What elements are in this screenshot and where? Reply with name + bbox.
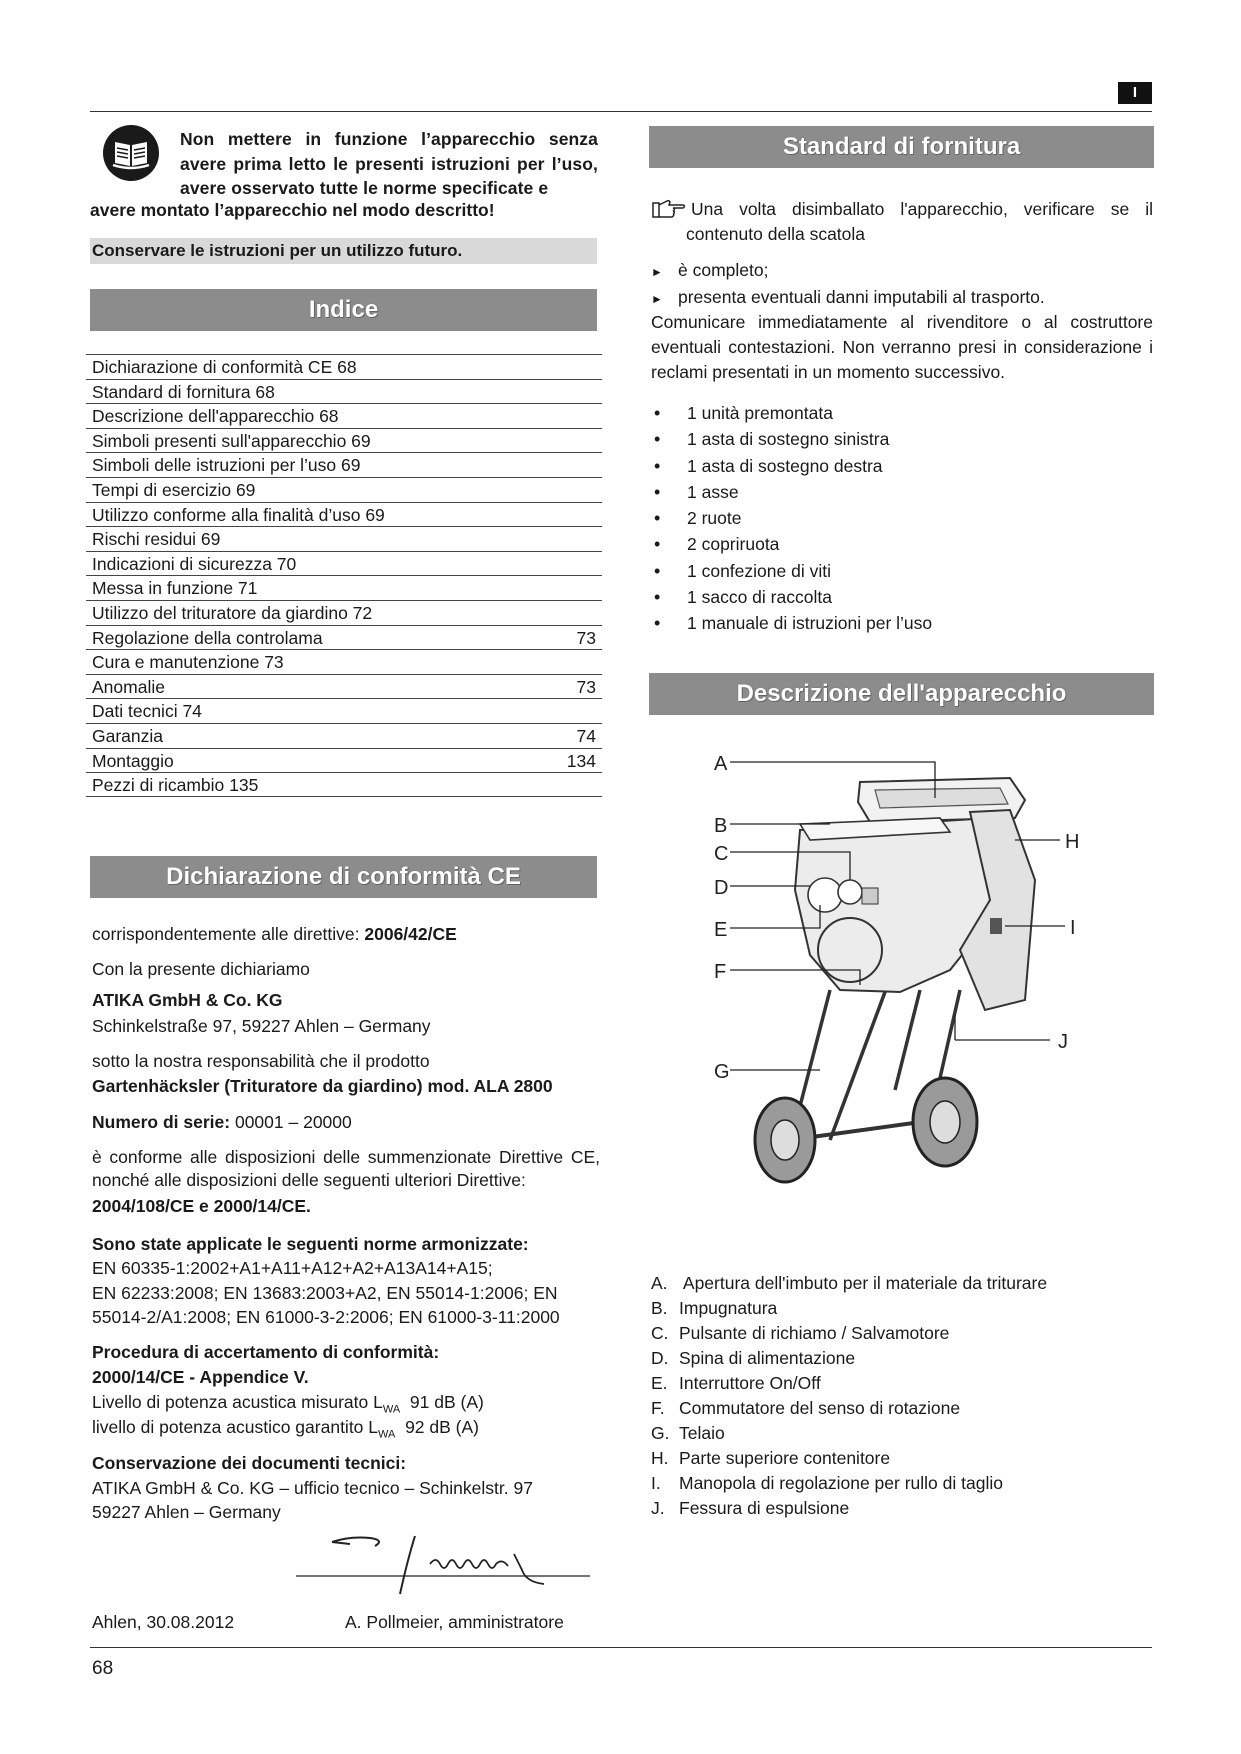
language-tab: I <box>1118 82 1152 104</box>
index-item-page <box>596 355 602 379</box>
part-letter: E. <box>651 1373 668 1393</box>
index-item-label: Utilizzo del trituratore da giardino 72 <box>92 602 373 623</box>
index-item-page <box>596 404 602 428</box>
index-item-page <box>596 478 602 502</box>
index-item-label: Pezzi di ricambio 135 <box>92 775 259 796</box>
footer-rule <box>90 1647 1152 1648</box>
directive-number: 2006/42/CE <box>364 924 457 944</box>
part-item <box>651 1371 1153 1396</box>
diagram-label-b: B <box>714 815 728 837</box>
delivery-item: • 2 ruote <box>651 505 1151 531</box>
index-item-page: 134 <box>566 750 596 771</box>
part-item <box>651 1396 1153 1421</box>
check-item-label: presenta eventuali danni imputabili al trasporto. <box>678 287 1045 307</box>
index-item-label: Simboli delle istruzioni per l’uso 69 <box>92 455 361 476</box>
read-manual-icon <box>103 125 159 181</box>
index-item <box>86 502 602 527</box>
index-item-page <box>596 527 602 551</box>
part-letter: A. <box>651 1273 668 1293</box>
index-item <box>86 600 602 625</box>
part-letter: D. <box>651 1348 669 1368</box>
delivery-item: • 1 asta di sostegno destra <box>651 453 1151 479</box>
noise-measured-value: 91 dB (A) <box>409 1392 484 1412</box>
procedure-title: Procedura di accertamento di conformità: <box>92 1342 440 1362</box>
noise-guaranteed-label: livello di potenza acustico garantito L <box>92 1417 379 1437</box>
index-item-page: 74 <box>576 725 596 746</box>
place-date: Ahlen, 30.08.2012 <box>92 1612 235 1632</box>
part-letter: C. <box>651 1323 669 1343</box>
index-item-page <box>596 429 602 453</box>
pointing-hand-icon <box>651 197 687 221</box>
serial-value: 00001 – 20000 <box>234 1112 352 1132</box>
index-item-label: Standard di fornitura 68 <box>92 381 275 402</box>
index-title: Indice <box>90 289 597 331</box>
index-item <box>86 379 602 404</box>
part-item <box>651 1471 1153 1496</box>
index-item <box>86 649 602 674</box>
diagram-label-i: I <box>1070 917 1076 939</box>
delivery-item: • 1 sacco di raccolta <box>651 584 1151 610</box>
part-text: Telaio <box>679 1423 725 1443</box>
index-item-label: Descrizione dell'apparecchio 68 <box>92 406 339 427</box>
declaration-title: Dichiarazione di conformità CE <box>90 856 597 898</box>
part-item <box>651 1296 1153 1321</box>
part-letter: J. <box>651 1498 665 1518</box>
index-item-page <box>596 650 602 674</box>
index-item-page: 73 <box>576 676 596 697</box>
signatory: A. Pollmeier, amministratore <box>345 1612 564 1632</box>
index-item-page <box>596 576 602 600</box>
index-item <box>86 698 602 723</box>
part-letter: F. <box>651 1398 665 1418</box>
index-item-page <box>596 773 602 796</box>
arrow-bullet-icon: ► <box>651 265 663 279</box>
index-item <box>86 674 602 699</box>
part-text: Fessura di espulsione <box>679 1498 850 1518</box>
product-name: Gartenhäcksler (Trituratore da giardino) mod. ALA 2800 <box>92 1076 553 1096</box>
docs-title: Conservazione dei documenti tecnici: <box>92 1453 407 1473</box>
parts-list <box>651 1271 1153 1521</box>
index-item-label: Anomalie <box>92 676 165 697</box>
index-item <box>86 428 602 453</box>
responsibility-text: sotto la nostra responsabilità che il prodotto <box>92 1051 430 1071</box>
description-title: Descrizione dell'apparecchio <box>649 673 1154 715</box>
noise-guaranteed-subscript: WA <box>378 1428 396 1441</box>
noise-guaranteed <box>92 1415 600 1447</box>
part-text: Manopola di regolazione per rullo di taglio <box>679 1473 1003 1493</box>
norms-line-2: EN 62233:2008; EN 13683:2003+A2, EN 55014-1:2006; EN 55014-2/A1:2008; EN 61000-3-2:2006; EN 61000-3-11:2000 <box>92 1283 560 1327</box>
index-item-page: 73 <box>576 627 596 648</box>
delivery-notice: Comunicare immediatamente al rivenditore o al costruttore eventuali contestazioni. Non verranno presi in considerazione i reclami presentati in un momento successivo. <box>651 312 1153 382</box>
signature <box>290 1528 600 1604</box>
norms-line-1: EN 60335-1:2002+A1+A11+A12+A2+A13A14+A15; <box>92 1258 493 1278</box>
part-letter: B. <box>651 1298 668 1318</box>
index-item <box>86 354 602 379</box>
index-item <box>86 452 602 477</box>
index-item-page <box>596 503 602 527</box>
index-item <box>86 403 602 428</box>
part-item <box>651 1346 1153 1371</box>
index-item <box>86 748 602 773</box>
further-directives: 2004/108/CE e 2000/14/CE. <box>92 1196 311 1216</box>
check-item-label: è completo; <box>678 260 769 280</box>
noise-guaranteed-value: 92 dB (A) <box>405 1417 479 1437</box>
noise-measured-subscript: WA <box>382 1403 401 1416</box>
part-text: Interruttore On/Off <box>679 1373 821 1393</box>
index-item <box>86 625 602 650</box>
check-text-1: Una volta disimballato l'apparecchio, verificare se il <box>691 199 1153 219</box>
conformity-text: è conforme alle disposizioni delle summenzionate Direttive CE, nonché alle disposizioni delle seguenti ulteriori Direttive: <box>92 1147 600 1190</box>
header-rule <box>90 111 1152 112</box>
check-item-complete <box>651 258 768 284</box>
index-item-label: Garanzia <box>92 725 164 746</box>
check-text-2: contenuto della scatola <box>686 224 866 244</box>
index-item <box>86 477 602 502</box>
part-text: Spina di alimentazione <box>679 1348 856 1368</box>
index-item <box>86 551 602 576</box>
part-item <box>651 1496 1153 1521</box>
diagram-label-f: F <box>714 961 727 983</box>
diagram-label-j: J <box>1058 1031 1068 1053</box>
diagram-label-g: G <box>714 1061 730 1083</box>
page-number: 68 <box>92 1658 114 1679</box>
directive-prefix: corrispondentemente alle direttive: <box>92 924 365 944</box>
delivery-item: • 2 copriruota <box>651 531 1151 557</box>
device-diagram <box>700 740 1100 1230</box>
delivery-item: • 1 asse <box>651 479 1151 505</box>
diagram-label-d: D <box>714 877 729 899</box>
index-item-label: Indicazioni di sicurezza 70 <box>92 553 297 574</box>
declaration-intro: Con la presente dichiariamo <box>92 959 310 979</box>
part-text: Apertura dell'imbuto per il materiale da triturare <box>679 1273 1048 1293</box>
norms-title: Sono state applicate le seguenti norme armonizzate: <box>92 1234 529 1254</box>
index-item-page <box>596 552 602 576</box>
part-item <box>651 1271 1153 1296</box>
delivery-item: • 1 manuale di istruzioni per l’uso <box>651 610 1151 636</box>
index-list <box>86 354 602 797</box>
part-letter: I. <box>651 1473 661 1493</box>
index-item <box>86 772 602 797</box>
delivery-title: Standard di fornitura <box>649 126 1154 168</box>
docs-line-1: ATIKA GmbH & Co. KG – ufficio tecnico – Schinkelstr. 97 <box>92 1478 533 1498</box>
part-text: Impugnatura <box>679 1298 778 1318</box>
directive-line <box>92 922 600 946</box>
part-item <box>651 1446 1153 1471</box>
delivery-items <box>651 400 1151 637</box>
diagram-label-a: A <box>714 753 728 775</box>
diagram-label-c: C <box>714 843 729 865</box>
company-address: Schinkelstraße 97, 59227 Ahlen – Germany <box>92 1016 431 1036</box>
warning-text-last: avere montato l’apparecchio nel modo descritto! <box>90 200 495 220</box>
delivery-item: • 1 asta di sostegno sinistra <box>651 426 1151 452</box>
docs-line-2: 59227 Ahlen – Germany <box>92 1502 281 1522</box>
diagram-label-e: E <box>714 919 728 941</box>
part-text: Pulsante di richiamo / Salvamotore <box>679 1323 950 1343</box>
check-item-damage <box>651 285 1045 311</box>
index-item-label: Tempi di esercizio 69 <box>92 479 256 500</box>
index-item-label: Utilizzo conforme alla finalità d’uso 69 <box>92 504 385 525</box>
company-name: ATIKA GmbH & Co. KG <box>92 990 283 1010</box>
keep-instructions-note: Conservare le istruzioni per un utilizzo futuro. <box>90 238 597 264</box>
index-item-label: Simboli presenti sull'apparecchio 69 <box>92 430 371 451</box>
index-item <box>86 575 602 600</box>
part-text: Commutatore del senso di rotazione <box>679 1398 961 1418</box>
warning-text: Non mettere in funzione l’apparecchio senza avere prima letto le presenti istruzioni per l’uso, avere osservato tutte le norme specificate e <box>180 129 598 198</box>
part-letter: H. <box>651 1448 669 1468</box>
part-item <box>651 1421 1153 1446</box>
index-item-label: Dichiarazione di conformità CE 68 <box>92 357 357 377</box>
index-item-label: Rischi residui 69 <box>92 529 221 550</box>
index-item <box>86 526 602 551</box>
index-item-label: Dati tecnici 74 <box>92 701 202 722</box>
delivery-item: • 1 confezione di viti <box>651 558 1151 584</box>
serial-number <box>92 1110 600 1134</box>
delivery-item: • 1 unità premontata <box>651 400 1151 426</box>
arrow-bullet-icon: ► <box>651 292 663 306</box>
part-text: Parte superiore contenitore <box>679 1448 891 1468</box>
index-item-page <box>596 699 602 723</box>
index-item-page <box>596 453 602 477</box>
noise-measured-label: Livello di potenza acustica misurato L <box>92 1392 383 1412</box>
diagram-label-h: H <box>1065 831 1080 853</box>
part-item <box>651 1321 1153 1346</box>
index-item-label: Montaggio <box>92 750 174 771</box>
part-letter: G. <box>651 1423 670 1443</box>
serial-label: Numero di serie: <box>92 1112 235 1132</box>
index-item-label: Messa in funzione 71 <box>92 578 258 599</box>
index-item-page <box>596 601 602 625</box>
procedure-value: 2000/14/CE - Appendice V. <box>92 1367 309 1387</box>
index-item-page <box>596 380 602 404</box>
index-item-label: Regolazione della controlama <box>92 627 323 648</box>
index-item-label: Cura e manutenzione 73 <box>92 652 284 673</box>
index-item <box>86 723 602 748</box>
